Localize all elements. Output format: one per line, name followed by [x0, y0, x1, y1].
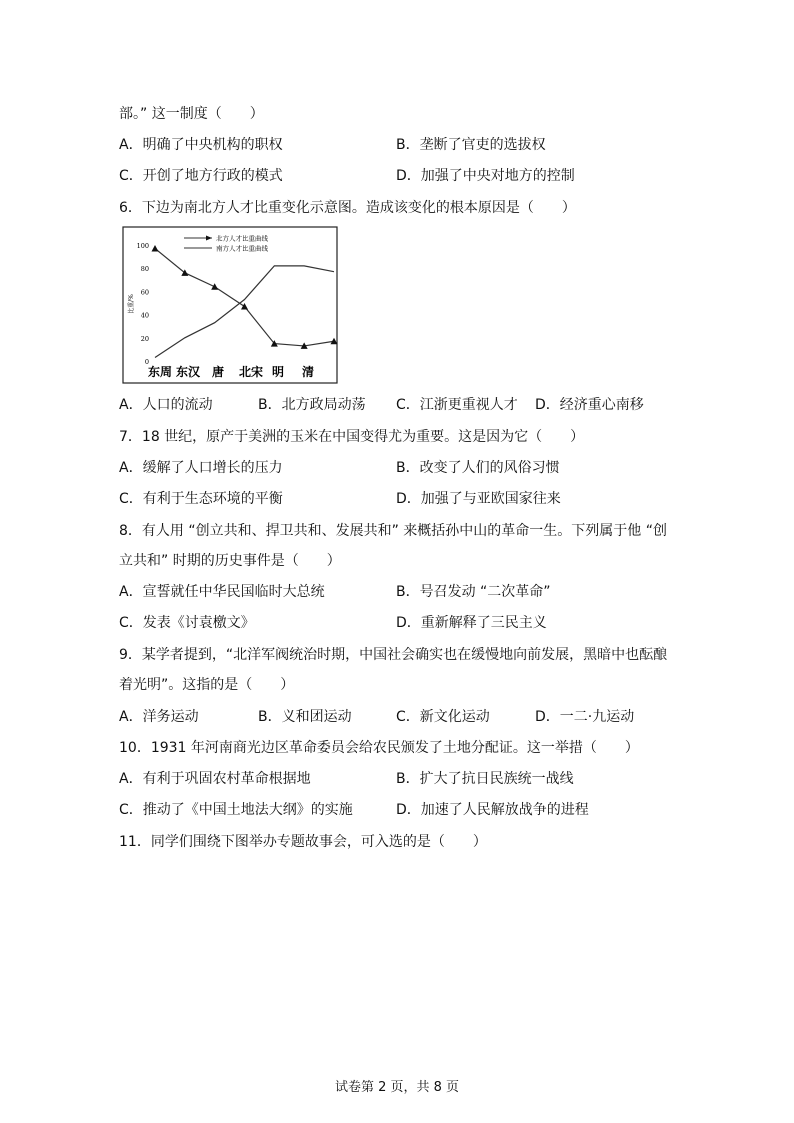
q5-option-a[interactable]: A．明确了中央机构的职权	[119, 137, 283, 153]
q10-option-b[interactable]: B．扩大了抗日民族统一战线	[396, 771, 574, 787]
q9-stem-line2: 着光明”。这指的是（ ）	[119, 677, 295, 693]
q6-option-a[interactable]: A．人口的流动	[119, 397, 213, 413]
q10-stem: 10．1931 年河南商光边区革命委员会给农民颁发了土地分配证。这一举措（ ）	[119, 740, 639, 756]
x-category-label: 唐	[211, 365, 225, 379]
q9-option-d[interactable]: D．一二·九运动	[535, 709, 635, 725]
q10-option-c[interactable]: C．推动了《中国土地法大纲》的实施	[119, 802, 353, 818]
x-category-label: 北宋	[238, 365, 264, 379]
q7-option-b[interactable]: B．改变了人们的风俗习惯	[396, 460, 560, 476]
legend-label-south: 南方人才比重曲线	[216, 244, 268, 253]
q8-option-a[interactable]: A．宣誓就任中华民国临时大总统	[119, 584, 325, 600]
y-axis-label: 比重/%	[128, 294, 135, 314]
q10-option-a[interactable]: A．有利于巩固农村革命根据地	[119, 771, 311, 787]
q5-option-d[interactable]: D．加强了中央对地方的控制	[396, 168, 575, 184]
q8-option-b[interactable]: B．号召发动 “二次革命”	[396, 584, 551, 600]
y-tick-label: 20	[140, 334, 149, 343]
q7-option-a[interactable]: A．缓解了人口增长的压力	[119, 460, 283, 476]
x-category-label: 明	[271, 365, 285, 379]
q9-option-a[interactable]: A．洋务运动	[119, 709, 199, 725]
q8-option-d[interactable]: D．重新解释了三民主义	[396, 615, 547, 631]
q9-option-b[interactable]: B．义和团运动	[258, 709, 352, 725]
q7-stem: 7．18 世纪，原产于美洲的玉米在中国变得尤为重要。这是因为它（ ）	[119, 429, 585, 445]
y-tick-label: 60	[140, 288, 149, 297]
q6-option-b[interactable]: B．北方政局动荡	[258, 397, 366, 413]
q7-option-c[interactable]: C．有利于生态环境的平衡	[119, 491, 283, 507]
q8-stem-line2: 立共和” 时期的历史事件是（ ）	[119, 553, 341, 569]
page-footer: 试卷第 2 页，共 8 页	[334, 1080, 460, 1095]
q6-option-c[interactable]: C．江浙更重视人才	[396, 397, 518, 413]
q5-stem: 部。” 这一制度（ ）	[119, 106, 264, 122]
y-tick-label: 80	[140, 265, 149, 274]
talent-ratio-chart	[122, 226, 338, 384]
q11-stem: 11．同学们围绕下图举办专题故事会，可入选的是（ ）	[119, 834, 487, 850]
q7-option-d[interactable]: D．加强了与亚欧国家往来	[396, 491, 561, 507]
q10-option-d[interactable]: D．加速了人民解放战争的进程	[396, 802, 589, 818]
q9-stem-line1: 9．某学者提到，“北洋军阀统治时期，中国社会确实也在缓慢地向前发展，黑暗中也酝酿	[119, 647, 668, 663]
q8-option-c[interactable]: C．发表《讨袁檄文》	[119, 615, 255, 631]
y-tick-label: 100	[136, 242, 149, 250]
x-category-label: 清	[301, 365, 315, 379]
y-tick-label: 0	[144, 358, 149, 366]
legend-label-north: 北方人才比重曲线	[216, 234, 268, 243]
x-category-label: 东周	[147, 365, 173, 379]
q9-option-c[interactable]: C．新文化运动	[396, 709, 490, 725]
x-category-label: 东汉	[175, 365, 201, 379]
q8-stem-line1: 8．有人用 “创立共和、捍卫共和、发展共和” 来概括孙中山的革命一生。下列属于他 “创	[119, 523, 668, 539]
y-tick-label: 40	[140, 311, 149, 320]
q5-option-c[interactable]: C．开创了地方行政的模式	[119, 168, 283, 184]
q6-stem: 6．下边为南北方人才比重变化示意图。造成该变化的根本原因是（ ）	[119, 200, 576, 216]
q5-option-b[interactable]: B．垄断了官吏的选拔权	[396, 137, 546, 153]
q6-option-d[interactable]: D．经济重心南移	[535, 397, 644, 413]
